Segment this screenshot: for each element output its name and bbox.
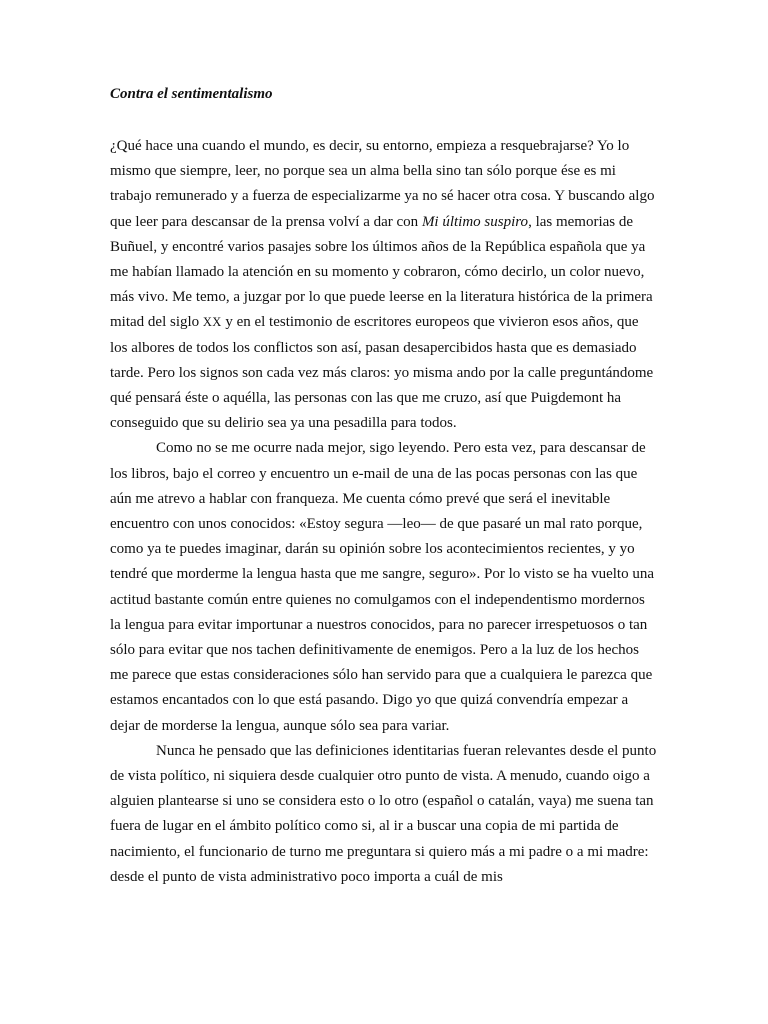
document-body: [110, 134, 658, 890]
century-numeral: XX: [202, 315, 222, 330]
text-run: Nunca he pensado que las definiciones identitarias fueran relevantes desde el punto de vista político, ni siquiera desde cualquier otro punto de vista. A menudo, cuando oigo a alguien plantearse si uno se considera esto o lo otro (español o catalán, vaya) me suena tan fuera de lugar en el ámbito político como si, al ir a buscar una copia de mi partida de nacimiento, el funcionario de turno me preguntara si quiero más a mi padre o a mi madre: desde el punto de vista administrativo poco importa a cuál de mis: [110, 742, 657, 885]
text-run: ¿Qué hace una cuando el mundo, es decir, su entorno, empieza a resquebrajarse? Yo lo mismo que siempre, leer, no porque sea un alma bella sino tan sólo porque ése es mi trabajo remunerado y a fuerza de especializarme ya no sé hacer otra cosa. Y buscando algo que leer para descansar de la prensa volví a dar con: [110, 138, 655, 230]
document-title: Contra el sentimentalismo: [110, 86, 273, 102]
paragraph: [110, 739, 658, 890]
text-run: , las memorias de Buñuel, y encontré varios pasajes sobre los últimos años de la República española que ya me habían llamado la atención en su momento y cobraron, cómo decirlo, un color nuevo, más vivo. Me temo, a juzgar por lo que puede leerse en la literatura histórica de la primera mitad del siglo: [110, 213, 653, 331]
text-run: y en el testimonio de escritores europeos que vivieron esos años, que los albores de todos los conflictos son así, pasan desapercibidos hasta que es demasiado tarde. Pero los signos son cada vez más claros: yo misma ando por la calle preguntándome qué pensará éste o aquélla, las personas con las que me cruzo, así que Puigdemont ha conseguido que su delirio sea ya una pesadilla para todos.: [110, 314, 654, 432]
paragraph: [110, 436, 658, 738]
paragraph: [110, 134, 658, 436]
text-run: Como no se me ocurre nada mejor, sigo leyendo. Pero esta vez, para descansar de los libros, bajo el correo y encuentro un e-mail de una de las pocas personas con las que aún me atrevo a hablar con franqueza. Me cuenta cómo prevé que será el inevitable encuentro con unos conocidos: «Estoy segura —leo— de que pasaré un mal rato porque, como ya te puedes imaginar, darán su opinión sobre los acontecimientos recientes, y yo tendré que morderme la lengua hasta que me sangre, seguro». Por lo visto se ha vuelto una actitud bastante común entre quienes no comulgamos con el independentismo mordernos la lengua para evitar importunar a nuestros conocidos, para no parecer irrespetuosos o tan sólo para evitar que nos tachen definitivamente de enemigos. Pero a la luz de los hechos me parece que estas consideraciones sólo han servido para que a cualquiera le parezca que estamos encantados con lo que está pasando. Digo yo que quizá convendría empezar a dejar de morderse la lengua, aunque sólo sea para variar.: [110, 440, 655, 734]
book-title: Mi último suspiro: [421, 213, 529, 230]
